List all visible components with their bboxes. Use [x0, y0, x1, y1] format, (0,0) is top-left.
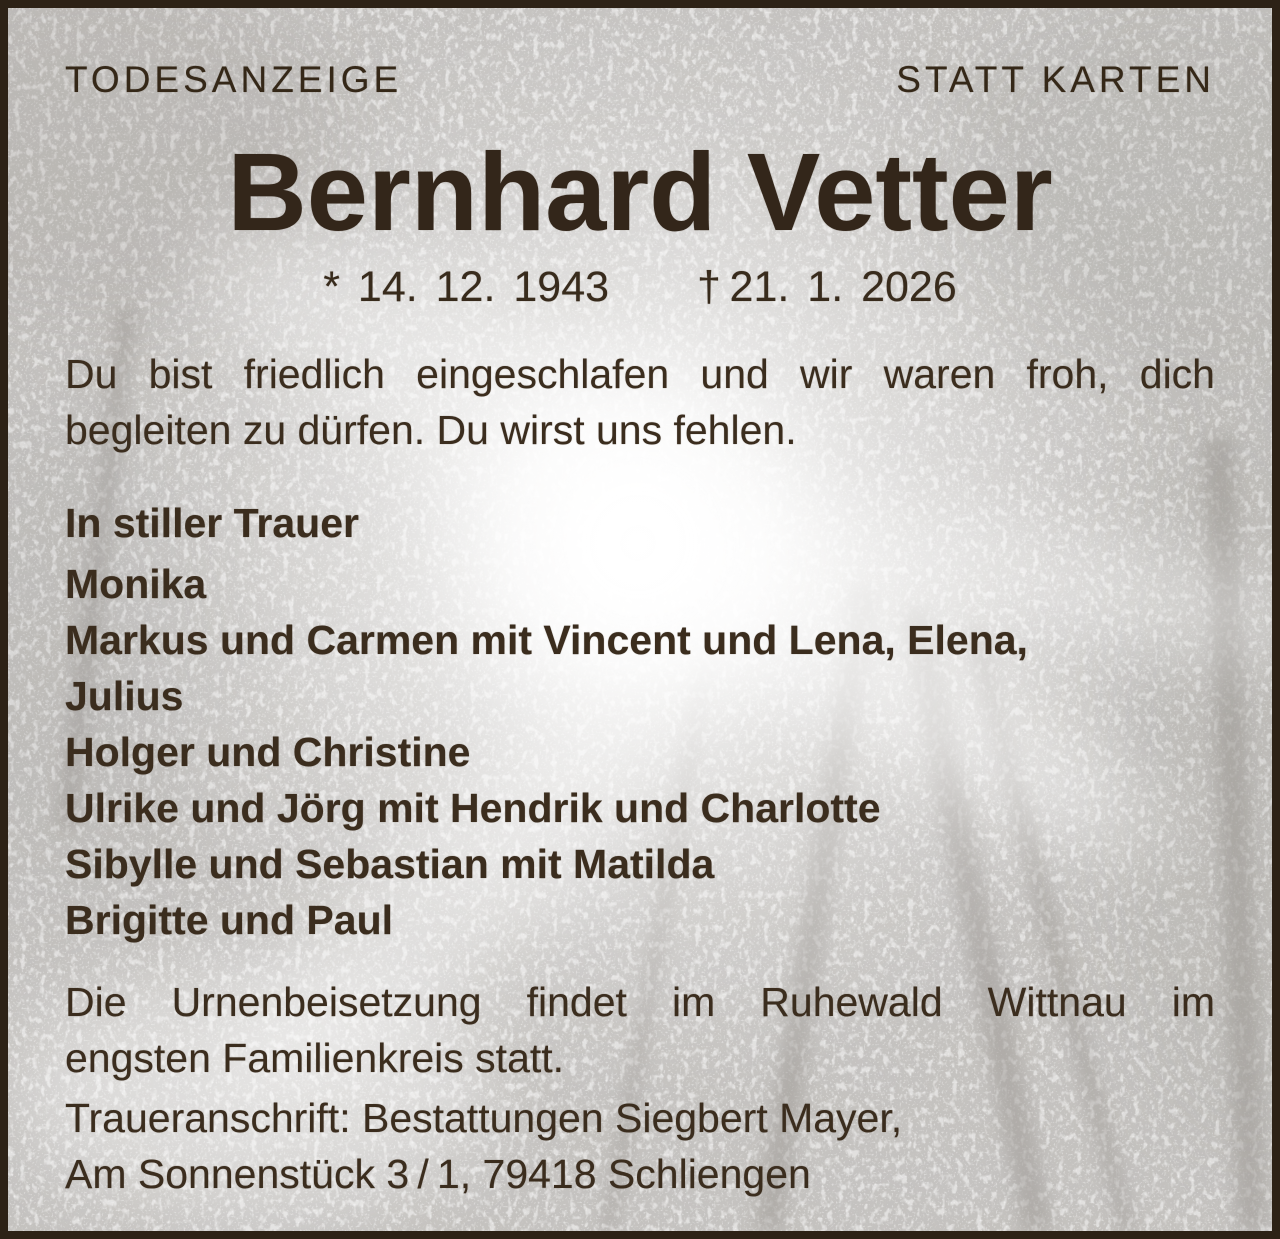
mourner-line: Monika — [65, 561, 207, 608]
birth-date: * 14. 12. 1943 — [323, 263, 610, 312]
farewell-paragraph — [65, 346, 1215, 458]
mourner-line: Brigitte und Paul — [65, 897, 393, 944]
masthead — [65, 58, 1215, 102]
statt-karten-label: STATT KARTEN — [896, 59, 1215, 100]
mourning-intro: In stiller Trauer — [65, 500, 359, 547]
notice-content — [8, 58, 1272, 1202]
mourner-line: Sibylle und Sebastian mit Matilda — [65, 841, 715, 888]
burial-line: engsten Familienkreis statt. — [65, 1035, 565, 1082]
burial-line: Die Urnenbeisetzung findet im Ruhewald Wittnau im — [65, 979, 1215, 1026]
mourner-line: Ulrike und Jörg mit Hendrik und Charlotte — [65, 785, 881, 832]
burial-paragraph — [65, 974, 1215, 1086]
life-dates — [65, 262, 1215, 312]
deceased-name: Bernhard Vetter — [227, 131, 1053, 255]
notice-type-label: TODESANZEIGE — [65, 59, 403, 100]
mourner-line: Julius — [65, 673, 184, 720]
mourner-line: Markus und Carmen mit Vincent und Lena, Elena, — [65, 617, 1028, 664]
address-line: Am Sonnenstück 3 / 1, 79418 Schliengen — [65, 1151, 811, 1198]
farewell-line: begleiten zu dürfen. Du wirst uns fehlen. — [65, 407, 797, 454]
mourning-address — [65, 1090, 1215, 1202]
farewell-line: Du bist friedlich eingeschlafen und wir waren froh, dich — [65, 351, 1215, 398]
mourners-list — [65, 556, 1215, 948]
death-date: † 21. 1. 2026 — [697, 263, 957, 312]
mourner-line: Holger und Christine — [65, 729, 471, 776]
address-line: Traueranschrift: Bestattungen Siegbert Mayer, — [65, 1095, 903, 1142]
